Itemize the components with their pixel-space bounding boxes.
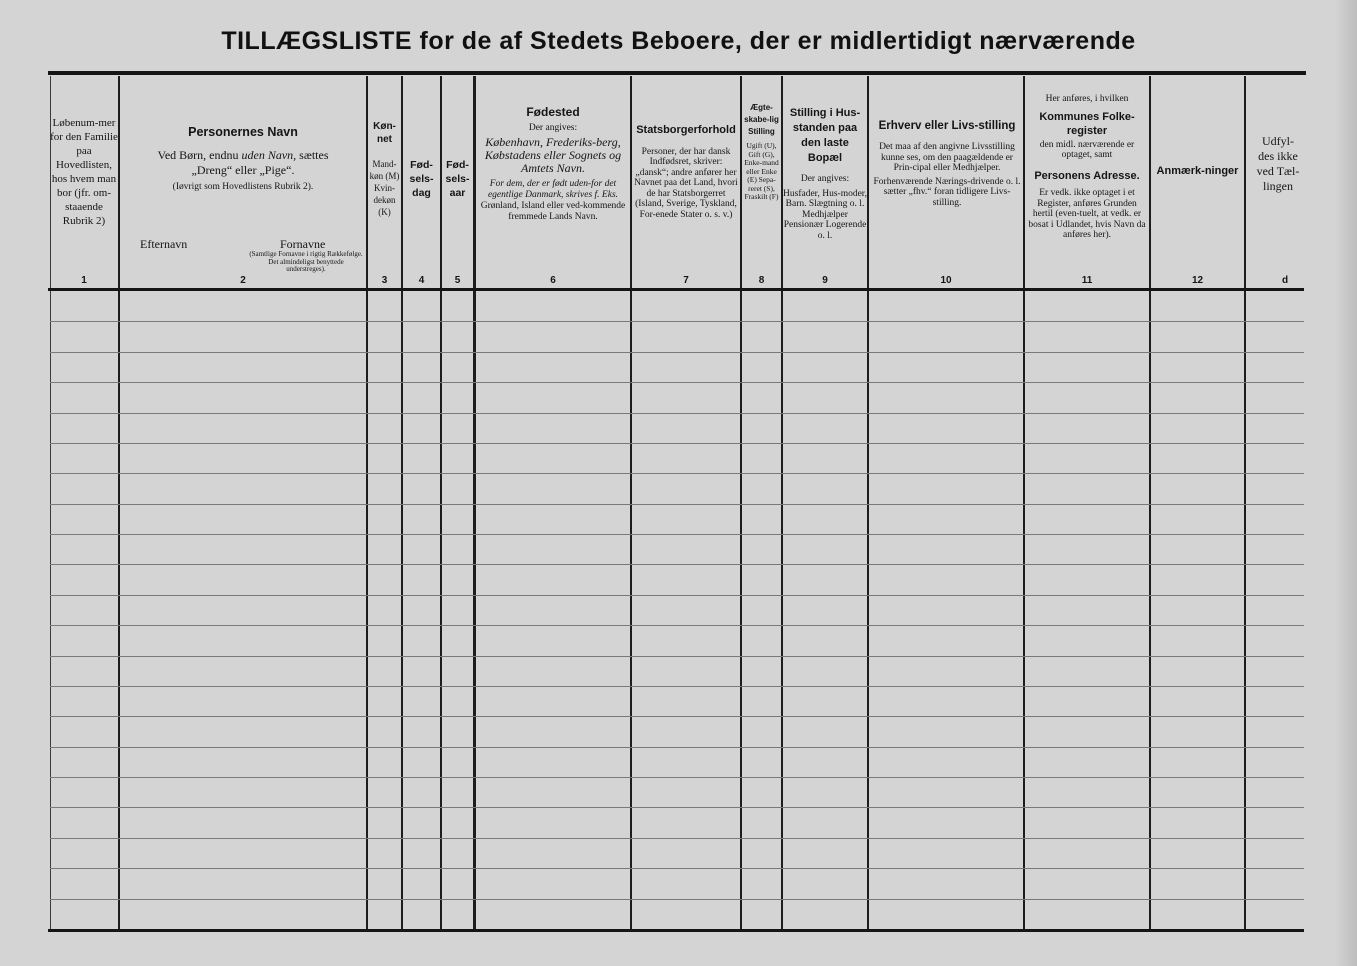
- entry-row-line: [50, 899, 1304, 900]
- header-text: den midl. nærværende er optaget, samt: [1039, 139, 1135, 160]
- entry-row-line: [50, 625, 1304, 626]
- header-text: Husfader, Hus-moder, Barn. Slægtning o. l. Medhjælper Pensionær Logerende o. l.: [783, 188, 867, 241]
- column-divider: [867, 76, 869, 929]
- header-heading: Erhverv eller Livs-stilling: [878, 120, 1016, 132]
- header-text: „Dreng“ eller „Pige“.: [191, 162, 295, 177]
- header-text: For dem, der er født uden-for det egentlige Danmark, skrives f. Eks.: [487, 179, 619, 200]
- column-number: 12: [1191, 275, 1204, 286]
- header-citizenship: [632, 124, 740, 220]
- header-surname-label: Efternavn: [140, 237, 188, 251]
- header-remarks: [1151, 164, 1244, 178]
- header-heading: Statsborgerforhold: [636, 124, 736, 136]
- header-heading: Personernes Navn: [188, 126, 298, 139]
- entry-row-line: [50, 382, 1304, 383]
- column-divider: [401, 76, 403, 929]
- entry-row-line: [50, 534, 1304, 535]
- entry-row-line: [50, 807, 1304, 808]
- header-text: Ugift (U), Gift (G), Enke-mand eller Enke (E) Sepa-reret (S), Fraskilt (F): [744, 141, 779, 201]
- header-firstname-note: (Samtlige Fornavne i rigtig Rækkefølge. Det almindeligst benyttede understreges).: [249, 250, 363, 273]
- column-number: 7: [683, 275, 689, 286]
- column-number: 1: [81, 275, 87, 286]
- header-text: Udfyl-des ikke ved Tæl-lingen: [1256, 134, 1300, 193]
- entry-row-line: [50, 504, 1304, 505]
- column-divider: [740, 76, 742, 929]
- header-child-note: [120, 148, 366, 178]
- form-title: TILLÆGSLISTE for de af Stedets Beboere, der er midlertidigt nærværende: [221, 27, 1136, 55]
- header-text: Er vedk. ikke optaget i et Register, anføres Grunden hertil (even-tuelt, at vedk. er bosat i Udlandet, hvis Navn da anføres her).: [1028, 188, 1146, 240]
- entry-row-line: [50, 686, 1304, 687]
- entry-row-line: [50, 656, 1304, 657]
- column-number: 11: [1081, 275, 1093, 286]
- entry-row-line: [50, 716, 1304, 717]
- column-number: d: [1281, 275, 1289, 286]
- header-text: sættes: [296, 147, 329, 162]
- entry-row-line: [50, 838, 1304, 839]
- header-text: Her anføres, i hvilken: [1045, 94, 1129, 104]
- header-text: Det maa af den angivne Livsstilling kunne ses, om den paagældende er Prin-cipal eller Medhjælper.: [879, 142, 1015, 173]
- entry-row-line: [50, 747, 1304, 748]
- header-text: (Iøvrigt som Hovedlistens Rubrik 2).: [172, 181, 314, 192]
- header-heading: Fød-sels-dag: [409, 159, 434, 199]
- column-number: 10: [940, 275, 952, 286]
- header-registry-address: [1026, 94, 1148, 241]
- entry-row-line: [50, 868, 1304, 869]
- header-text: Ved Børn, endnu: [157, 147, 242, 162]
- header-sex: [368, 120, 401, 218]
- header-marital-status: [742, 102, 781, 202]
- header-text: Der angives:: [528, 122, 578, 133]
- page-edge-shadow: [1335, 0, 1357, 966]
- header-birthday: [403, 158, 440, 200]
- header-bottom-rule: [48, 288, 1304, 291]
- header-heading: Fødested: [526, 106, 580, 119]
- header-birthplace: [478, 106, 628, 222]
- header-text: Mand-køn (M) Kvin-dekøn (K): [369, 159, 400, 217]
- header-heading: Ægte-skabe-lig Stilling: [744, 103, 779, 136]
- entry-row-line: [50, 321, 1304, 322]
- header-heading: Stilling i Hus-standen paa den laste Bopæl: [789, 107, 861, 164]
- entry-row-line: [50, 564, 1304, 565]
- column-divider: [1023, 76, 1025, 929]
- column-number: 3: [381, 275, 388, 286]
- column-number: 6: [550, 275, 556, 286]
- bottom-rule: [48, 929, 1304, 932]
- header-text: Personer, der har dansk Indfødsret, skriver: „dansk“; andre anfører her Navnet paa det Land, hvori de har Statsborgerret (Island, Sverige, Tyskland, For-enede Stater o. s. v.): [634, 146, 738, 220]
- entry-row-line: [50, 473, 1304, 474]
- column-divider: [473, 76, 476, 929]
- column-number: 8: [758, 275, 765, 286]
- header-household-position: [783, 106, 867, 241]
- column-number: 4: [418, 275, 425, 286]
- header-text-italic: København, Frederiks-berg, Købstadens eller Sognets og Amtets Navn.: [484, 135, 622, 175]
- entry-row-line: [50, 413, 1304, 414]
- header-heading: Køn-net: [373, 121, 396, 145]
- entry-row-line: [50, 352, 1304, 353]
- column-divider: [1244, 76, 1246, 929]
- column-number: 2: [240, 275, 246, 286]
- header-text: Grønland, Island eller ved-kommende fremmede Lands Navn.: [480, 201, 626, 222]
- entry-row-line: [50, 595, 1304, 596]
- entry-row-line: [50, 777, 1304, 778]
- entry-row-line: [50, 443, 1304, 444]
- header-heading: Personens Adresse.: [1034, 169, 1140, 182]
- header-not-filled: [1255, 134, 1301, 194]
- column-number: 5: [454, 275, 461, 286]
- header-heading: Fød-sels-aar: [445, 159, 470, 199]
- column-divider: [1149, 76, 1151, 929]
- header-heading: Anmærk-ninger: [1156, 165, 1239, 177]
- header-person-name: [120, 126, 366, 276]
- header-firstname-label: Fornavne: [280, 237, 326, 251]
- column-number: 9: [822, 275, 828, 286]
- header-heading: Kommunes Folke-register: [1039, 110, 1135, 137]
- header-text: Forhenværende Nærings-drivende o. l. sætter „fhv.“ foran tidligere Livs-stilling.: [873, 176, 1021, 208]
- column-divider: [440, 76, 442, 929]
- header-family-number: [50, 116, 118, 228]
- top-rule: [48, 71, 1306, 75]
- header-text: Løbenum-mer for den Familie paa Hovedlisten, hos hvem man bor (jfr. om-staaende Rubrik 2): [50, 117, 118, 227]
- header-occupation: [872, 118, 1022, 208]
- header-birth-year: [442, 158, 473, 200]
- header-text-italic: uden Navn,: [241, 147, 297, 162]
- header-text: Der angives:: [800, 174, 850, 184]
